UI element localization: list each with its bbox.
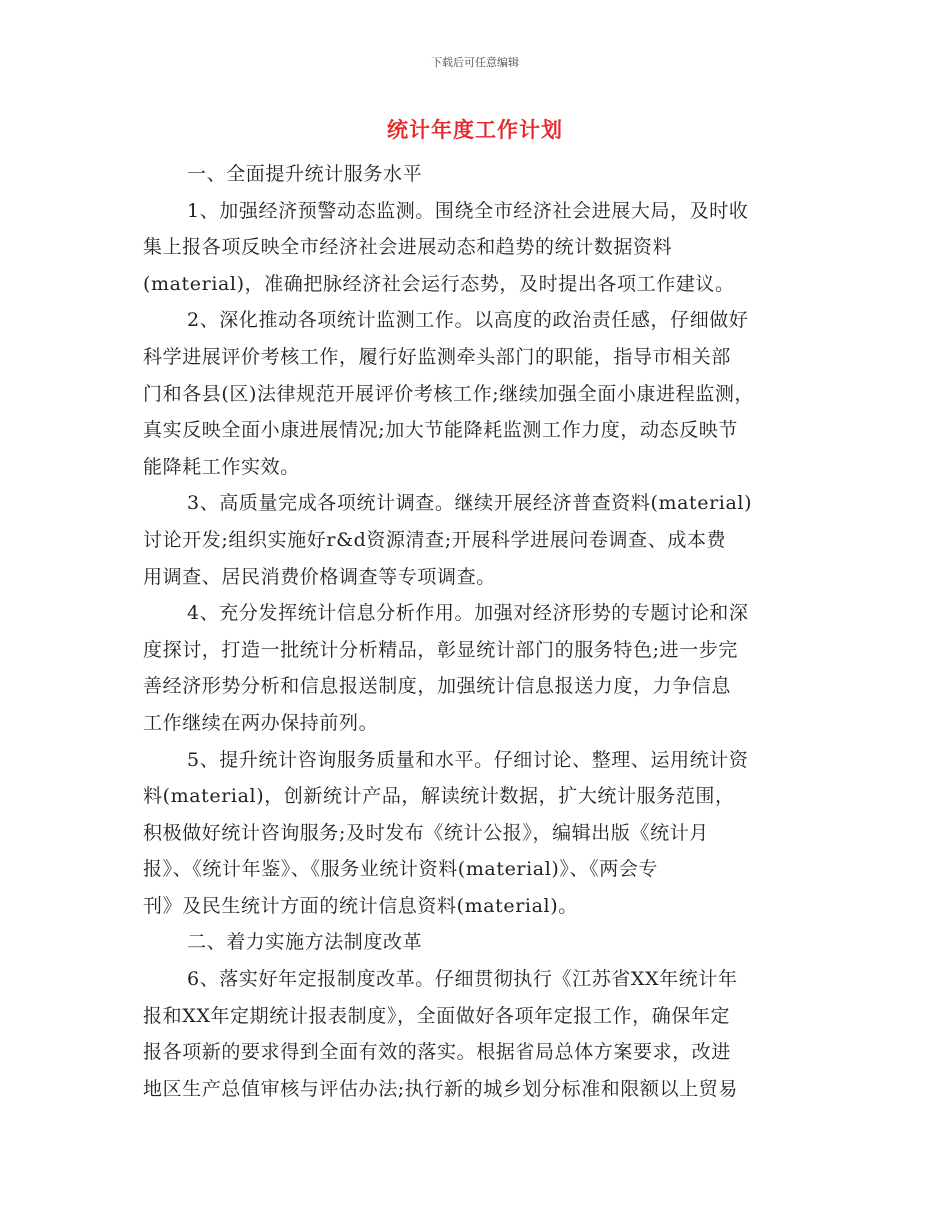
- body-text-line: 二、着力实施方法制度改革: [187, 931, 423, 954]
- body-text-line: 2、深化推动各项统计监测工作。以高度的政治责任感，仔细做好: [187, 309, 749, 332]
- document-body: [143, 156, 811, 1107]
- body-text-line: 报》、《统计年鉴》、《服务业统计资料(material)》、《两会专: [143, 858, 659, 881]
- document-title: 统计年度工作计划: [387, 118, 563, 142]
- body-text-line: 集上报各项反映全市经济社会进展动态和趋势的统计数据资料: [143, 236, 673, 259]
- body-text-line: 科学进展评价考核工作，履行好监测牵头部门的职能，指导市相关部: [143, 345, 732, 368]
- body-text-line: 积极做好统计咨询服务;及时发布《统计公报》，编辑出版《统计月: [143, 821, 709, 844]
- body-text-line: 门和各县(区)法律规范开展评价考核工作;继续加强全面小康进程监测，: [143, 382, 755, 405]
- body-text-line: 3、高质量完成各项统计调查。继续开展经济普查资料(material): [187, 492, 753, 515]
- body-text-line: 刊》及民生统计方面的统计信息资料(material)。: [143, 894, 578, 917]
- body-text-line: 6、落实好年定报制度改革。仔细贯彻执行《江苏省XX年统计年: [187, 968, 738, 991]
- body-text-line: 真实反映全面小康进展情况;加大节能降耗监测工作力度，动态反映节: [143, 419, 739, 442]
- body-text-line: 报各项新的要求得到全面有效的落实。根据省局总体方案要求，改进: [143, 1041, 732, 1064]
- body-text-line: 用调查、居民消费价格调查等专项调查。: [143, 565, 496, 588]
- body-text-line: 一、全面提升统计服务水平: [187, 163, 423, 185]
- body-text-line: 工作继续在两办保持前列。: [143, 711, 379, 734]
- body-text-line: 能降耗工作实效。: [143, 455, 300, 478]
- body-text-line: 地区生产总值审核与评估办法;执行新的城乡划分标准和限额以上贸易: [143, 1077, 739, 1100]
- body-text-line: 料(material)，创新统计产品，解读统计数据，扩大统计服务范围，: [143, 785, 735, 808]
- body-text-line: 1、加强经济预警动态监测。围绕全市经济社会进展大局，及时收: [187, 199, 749, 222]
- body-text-line: 讨论开发;组织实施好r&d资源清查;开展科学进展问卷调查、成本费: [143, 528, 727, 551]
- body-text-line: 5、提升统计咨询服务质量和水平。仔细讨论、整理、运用统计资: [187, 748, 749, 771]
- body-text-line: 善经济形势分析和信息报送制度，加强统计信息报送力度，力争信息: [143, 675, 732, 698]
- body-text-line: 度探讨，打造一批统计分析精品，彰显统计部门的服务特色;进一步完: [143, 638, 739, 661]
- body-text-line: 报和XX年定期统计报表制度》，全面做好各项年定报工作，确保年定: [143, 1004, 731, 1027]
- page-header-note: 下载后可任意编辑: [431, 56, 519, 69]
- body-text-line: (material)，准确把脉经济社会运行态势，及时提出各项工作建议。: [143, 272, 735, 295]
- body-text-line: 4、充分发挥统计信息分析作用。加强对经济形势的专题讨论和深: [187, 602, 749, 625]
